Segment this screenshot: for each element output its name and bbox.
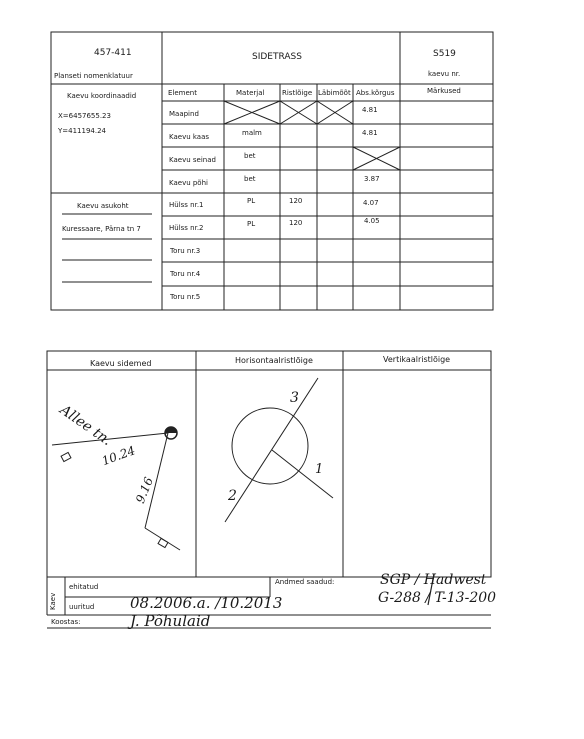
th-cross: Ristlõige <box>282 89 313 97</box>
horizontal-section <box>225 378 333 522</box>
section-label-3: 3 <box>290 390 299 406</box>
location-label: Kaevu asukoht <box>77 202 129 210</box>
th-element: Element <box>168 89 197 97</box>
row-material: malm <box>242 129 262 137</box>
data-label: Andmed saadud: <box>275 578 335 586</box>
th-material: Materjal <box>236 89 265 97</box>
compiler-value: J. Põhulaid <box>130 612 211 630</box>
row-element: Kaevu seinad <box>169 156 216 164</box>
footer-side-label: Kaev <box>49 592 57 610</box>
section-label-1: 1 <box>315 462 324 477</box>
data-value-1: SGP / Hadwest <box>380 572 487 588</box>
sketch-dist2: 9.16 <box>133 475 156 506</box>
built-label: ehitatud <box>69 583 99 591</box>
row-element: Toru nr.3 <box>170 247 201 255</box>
row-material: bet <box>244 152 256 160</box>
row-abs: 4.05 <box>364 217 380 225</box>
row-element: Kaevu põhi <box>169 179 208 187</box>
col-header-ties: Kaevu sidemed <box>90 359 152 368</box>
row-material: PL <box>247 197 256 205</box>
col-header-horizontal: Horisontaalristlõige <box>235 356 313 365</box>
section-label-2: 2 <box>228 488 237 504</box>
row-abs: 4.07 <box>363 199 379 207</box>
well-ties-sketch <box>52 427 180 550</box>
well-number: S519 <box>433 49 456 59</box>
coord-x: X=6457655.23 <box>58 112 111 120</box>
row-abs: 3.87 <box>364 175 380 183</box>
row-material: PL <box>247 220 256 228</box>
surveyed-value: 08.2006.a. /10.2013 <box>130 594 283 612</box>
col-header-vertical: Vertikaalristlõige <box>383 355 451 364</box>
row-material: bet <box>244 175 256 183</box>
location-address: Kuressaare, Pärna tn 7 <box>62 225 141 233</box>
row-cross: 120 <box>289 197 303 205</box>
row-abs: 4.81 <box>362 106 378 114</box>
row-element: Hülss nr.2 <box>169 224 204 232</box>
row-element: Maapind <box>169 110 199 118</box>
row-abs: 4.81 <box>362 129 378 137</box>
sheet-label: Planseti nomenklatuur <box>54 72 133 80</box>
row-element: Kaevu kaas <box>169 133 210 141</box>
sheet-number: 457-411 <box>94 48 132 58</box>
row-cross: 120 <box>289 219 303 227</box>
row-element: Toru nr.5 <box>170 293 201 301</box>
th-abs: Abs.kõrgus <box>356 89 395 97</box>
coords-label: Kaevu koordinaadid <box>67 92 137 100</box>
surveyed-label: uuritud <box>69 603 95 611</box>
th-diameter: Läbimõõt <box>318 89 351 97</box>
well-label: kaevu nr. <box>428 70 461 78</box>
sketch-dist1: 10.24 <box>100 443 138 469</box>
sketch-street: Allee tn. <box>56 402 115 450</box>
coord-y: Y=411194.24 <box>58 127 106 135</box>
row-element: Hülss nr.1 <box>169 201 204 209</box>
row-element: Toru nr.4 <box>170 270 201 278</box>
compiler-label: Koostas: <box>51 618 81 626</box>
doc-title: SIDETRASS <box>252 52 302 62</box>
th-remarks: Märkused <box>427 87 461 95</box>
data-value-2: G-288 / T-13-200 <box>378 590 497 606</box>
